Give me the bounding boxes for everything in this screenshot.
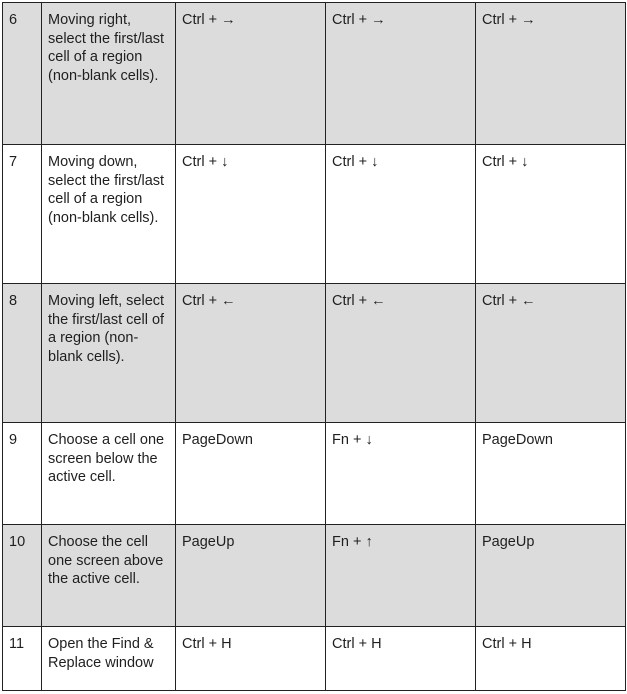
row-number: 8 [3,284,42,423]
row-description [42,284,176,423]
shortcut-cell: PageDown [476,423,626,525]
shortcut-cell: Fn + ↑ [326,525,476,627]
shortcut-cell: Fn + ↓ [326,423,476,525]
row-number: 11 [3,627,42,691]
table-row [3,525,626,627]
table-row [3,284,626,423]
row-description-text: Moving right, select the first/last cell of a region (non-blank cells). [48,12,165,84]
row-number: 7 [3,145,42,284]
shortcut-cell: Ctrl + → [326,3,476,145]
row-description [42,3,176,145]
table-row [3,423,626,525]
row-description [42,525,176,627]
shortcut-cell: Ctrl + ↓ [176,145,326,284]
shortcut-cell: Ctrl + H [326,627,476,691]
shortcut-cell: PageUp [176,525,326,627]
shortcut-cell: Ctrl + → [476,3,626,145]
row-description-text: Moving left, select the first/last cell of a region (non-blank cells). [48,293,165,365]
shortcut-cell: Ctrl + ↓ [476,145,626,284]
row-number: 10 [3,525,42,627]
row-description-text: Moving down, select the first/last cell of a region (non-blank cells). [48,154,165,226]
shortcut-cell: Ctrl + → [176,3,326,145]
shortcut-cell: Ctrl + ← [326,284,476,423]
row-description-text: Open the Find & Replace window [48,636,154,671]
table-row [3,145,626,284]
row-number: 9 [3,423,42,525]
table-row [3,627,626,691]
row-description-text: Choose the cell one screen above the active cell. [48,534,164,587]
shortcut-cell: Ctrl + ↓ [326,145,476,284]
table-row [3,3,626,145]
row-description [42,627,176,691]
row-number: 6 [3,3,42,145]
row-description [42,423,176,525]
shortcut-cell: Ctrl + ← [176,284,326,423]
row-description-text: Choose a cell one screen below the active cell. [48,432,165,485]
shortcut-cell: PageUp [476,525,626,627]
shortcut-table [2,2,626,691]
shortcut-cell: Ctrl + H [476,627,626,691]
row-description [42,145,176,284]
shortcut-cell: Ctrl + ← [476,284,626,423]
shortcut-cell: Ctrl + H [176,627,326,691]
shortcut-cell: PageDown [176,423,326,525]
